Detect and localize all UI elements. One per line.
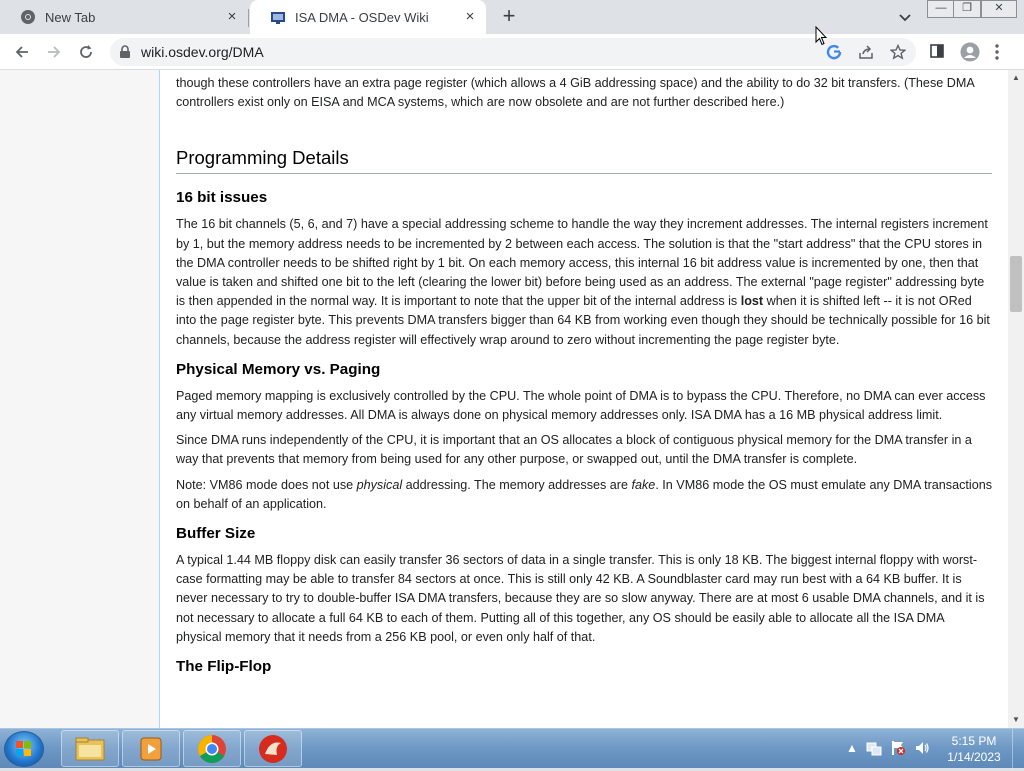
reload-button[interactable] (75, 41, 97, 63)
show-hidden-icons-icon[interactable]: ▲ (846, 741, 858, 755)
close-tab-icon[interactable]: × (227, 8, 237, 25)
wiki-sidebar (0, 70, 160, 728)
intro-paragraph: though these controllers have an extra page register (which allows a 4 GiB addressing space) and the ability to do 32 bit transfers. (These DMA controllers exist only on EISA and MCA systems, which are now obsolete and are not further described here.) (176, 76, 975, 110)
profile-avatar-icon[interactable] (960, 42, 978, 60)
url-text: wiki.osdev.org/DMA (141, 44, 264, 60)
close-tab-icon[interactable]: × (465, 8, 475, 25)
lock-icon[interactable] (119, 45, 131, 64)
system-clock[interactable] (932, 733, 1016, 765)
google-translate-icon[interactable] (826, 44, 842, 60)
red-app-icon (258, 734, 288, 764)
tab-strip (0, 0, 1024, 34)
side-panel-icon[interactable] (929, 43, 947, 61)
bookmark-star-icon[interactable] (890, 44, 906, 60)
clock-time: 5:15 PM (951, 734, 997, 748)
paragraph-physical-3: Note: VM86 mode does not use physical addressing. The memory addresses are fake. In VM86 mode the OS must emulate any DMA transactions on behalf of an application. (176, 477, 992, 511)
tab-isa-dma[interactable] (250, 0, 486, 34)
back-button[interactable] (11, 41, 33, 63)
action-center-flag-icon[interactable] (890, 740, 906, 759)
show-desktop-button[interactable] (1012, 729, 1024, 769)
forward-button[interactable] (43, 41, 65, 63)
paragraph-physical-2: Since DMA runs independently of the CPU, it is important that an OS allocates a block of contiguous physical memory for the DMA transfer in a way that prevents that memory from being used for any other purpose, or swapped out, until the DMA transfer is complete. (176, 433, 972, 467)
section-heading-flip-flop: The Flip-Flop (176, 658, 272, 676)
section-heading-16-bit-issues: 16 bit issues (176, 189, 268, 207)
folder-icon (74, 736, 106, 762)
start-button[interactable] (4, 731, 44, 767)
app-taskbar-button[interactable] (244, 730, 302, 767)
chrome-taskbar-icon (197, 734, 227, 764)
clock-date: 1/14/2023 (947, 750, 1001, 764)
tab-title: ISA DMA - OSDev Wiki (295, 9, 429, 25)
minimize-button[interactable]: — (927, 0, 955, 18)
scroll-down-arrow-icon[interactable]: ▼ (1012, 715, 1020, 724)
tab-title: New Tab (45, 9, 96, 25)
paragraph-physical-1: Paged memory mapping is exclusively controlled by the CPU. The whole point of DMA is to bypass the CPU. Therefore, no DMA can ever access any virtual memory addresses. All DMA is always done on physical memory addresses only. ISA DMA has a 16 MB physical address limit. (176, 388, 986, 423)
browser-toolbar (0, 34, 1024, 70)
chrome-icon (20, 9, 36, 25)
page-viewport (0, 70, 1008, 728)
scrollbar-thumb[interactable] (1010, 256, 1022, 312)
windows-logo-icon (5, 732, 43, 766)
volume-icon[interactable] (914, 740, 930, 759)
section-heading-physical-memory: Physical Memory vs. Paging (176, 360, 381, 378)
close-window-button[interactable]: ✕ (981, 0, 1017, 18)
forward-arrow-icon (45, 43, 63, 61)
reload-icon (77, 43, 95, 61)
tab-new-tab[interactable] (0, 0, 248, 34)
address-bar[interactable] (110, 38, 916, 66)
tab-separator (248, 9, 249, 27)
bold-lost: lost (740, 294, 764, 309)
section-heading-buffer-size: Buffer Size (176, 525, 256, 543)
menu-kebab-icon[interactable] (994, 43, 1012, 61)
article-content (176, 74, 992, 684)
explorer-taskbar-button[interactable] (61, 730, 119, 767)
new-tab-button[interactable]: + (502, 3, 516, 28)
share-icon[interactable] (858, 44, 874, 60)
restore-button[interactable]: ❐ (953, 0, 981, 18)
media-player-icon (137, 735, 165, 763)
osdev-favicon-icon (270, 9, 286, 25)
chrome-taskbar-button[interactable] (183, 730, 241, 767)
paragraph-16-bit-issues: The 16 bit channels (5, 6, and 7) have a special addressing scheme to handle the way they increment addresses. The internal registers increment by 1, but the memory address needs to be incremented by 2 between each access. The solution is that the "start address" that the CPU stores in the DMA controller needs to be shifted right by 1 bit. On each memory access, this internal 16 bit address value is incremented by one, then that value is taken and shifted one bit to the left (clearing the lower bit) before being used as an address. The external "page register" addressing byte is then appended in the normal way. It is important to note that the upper bit of the internal address is lost when it is shifted left -- it is not ORed into the page register byte. This prevents DMA transfers bigger than 64 KB from working even though they should be technically possible for 16 bit channels, because the address register will effectively wrap around to zero without incrementing the page register byte. (176, 217, 990, 347)
paragraph-buffer-size: A typical 1.44 MB floppy disk can easily transfer 36 sectors of data in a single transfer. This is only 18 KB. The biggest internal floppy with worst-case formatting may be able to transfer 84 sectors at once. This is still only 42 KB. A Soundblaster card may run best with a 64 KB buffer. It is never necessary to try to double-buffer ISA DMA transfers, because they are so slow anyway. There are at most 6 usable DMA channels, and it is not necessary to allocate a full 64 KB to each of them. Putting all of this together, any OS should be easily able to allocate all the ISA DMA physical memory that it needs from a 256 KB pool, or even only half of that. (176, 553, 985, 644)
media-player-taskbar-button[interactable] (122, 730, 180, 767)
scroll-up-arrow-icon[interactable]: ▲ (1012, 73, 1020, 82)
page-scrollbar[interactable] (1008, 70, 1024, 728)
mouse-cursor-icon (815, 26, 827, 51)
section-heading-programming-details: Programming Details (176, 146, 992, 174)
windows-taskbar (0, 728, 1024, 768)
network-icon[interactable] (866, 740, 882, 759)
tab-search-icon[interactable] (896, 8, 914, 26)
back-arrow-icon (13, 43, 31, 61)
